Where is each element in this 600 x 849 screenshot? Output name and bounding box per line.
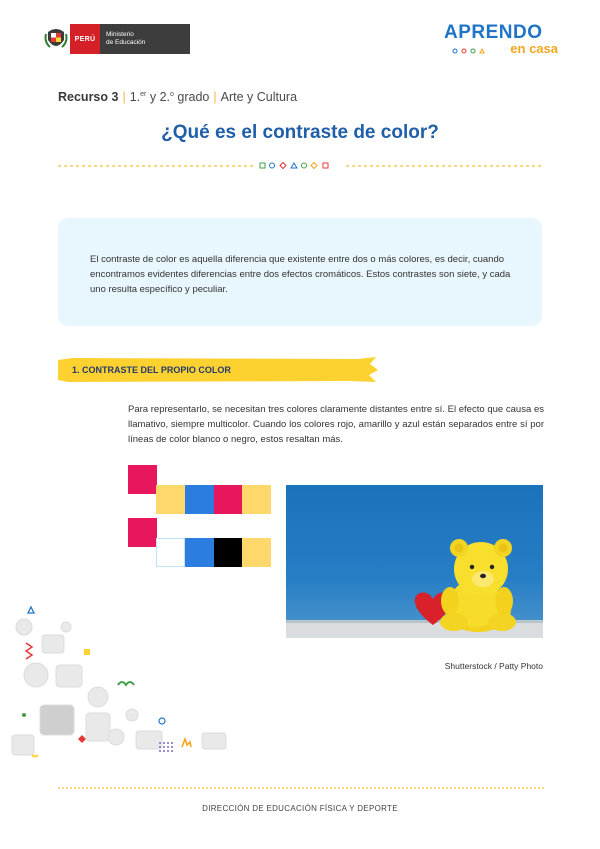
photo-caption: Shutterstock / Patty Photo (444, 661, 543, 671)
grade-suffix: grado (173, 90, 210, 104)
swatch-row2-3 (214, 538, 243, 567)
title-divider (58, 158, 544, 174)
separator: | (122, 90, 126, 104)
grade-sup-1: er (140, 90, 147, 98)
intro-box (58, 218, 542, 326)
teddy-bear-photo (286, 485, 543, 638)
logo-shapes-icon (452, 47, 492, 55)
logo-en-casa-text: en casa (510, 41, 558, 56)
ministry-line-1: Ministerio (106, 31, 134, 38)
section-title: 1. CONTRASTE DEL PROPIO COLOR (72, 365, 231, 375)
aprendo-en-casa-logo (444, 22, 560, 58)
page-title: ¿Qué es el contraste de color? (161, 122, 439, 143)
grade-mid: y 2. (146, 90, 170, 104)
ministry-logo (70, 24, 190, 54)
swatch-accent-2 (128, 518, 157, 547)
swatch-row2-4 (242, 538, 271, 567)
swatch-row2-1 (156, 538, 185, 567)
resource-line (58, 90, 297, 104)
decorative-doodles (6, 605, 236, 765)
grade-sup-2: o (170, 90, 174, 98)
coat-of-arms-icon (44, 26, 68, 52)
swatch-row1-2 (185, 485, 214, 514)
footer-text: DIRECCIÓN DE EDUCACIÓN FÍSICA Y DEPORTE (202, 804, 398, 813)
separator: | (213, 90, 217, 104)
swatch-row1-3 (214, 485, 243, 514)
ministry-name (100, 24, 190, 54)
country-label: PERÚ (70, 24, 100, 54)
footer-divider (58, 787, 544, 789)
swatch-row2-2 (185, 538, 214, 567)
subject: Arte y Cultura (220, 90, 298, 104)
grade-prefix: 1. (129, 90, 141, 104)
swatch-row1-1 (156, 485, 185, 514)
swatch-row1-4 (242, 485, 271, 514)
resource-label: Recurso 3 (58, 90, 119, 104)
intro-text: El contraste de color es aquella diferencia que existente entre dos o más colores, es decir, cuando encontramos evidentes diferencias entre dos efectos cromáticos. Estos contrastes son siete, y cada uno resulta específico y peculiar. (90, 254, 511, 295)
swatch-accent-1 (128, 465, 157, 494)
section-body: Para representarlo, se necesitan tres colores claramente distantes entre sí. El efecto que causa es llamativo, siempre multicolor. Cuando los colores rojo, amarillo y azul están separados entre sí por líneas de color blanco o negro, estos resaltan más. (128, 404, 544, 445)
logo-aprendo-text: APRENDO (444, 22, 543, 43)
ministry-line-2: de Educación (106, 39, 146, 46)
